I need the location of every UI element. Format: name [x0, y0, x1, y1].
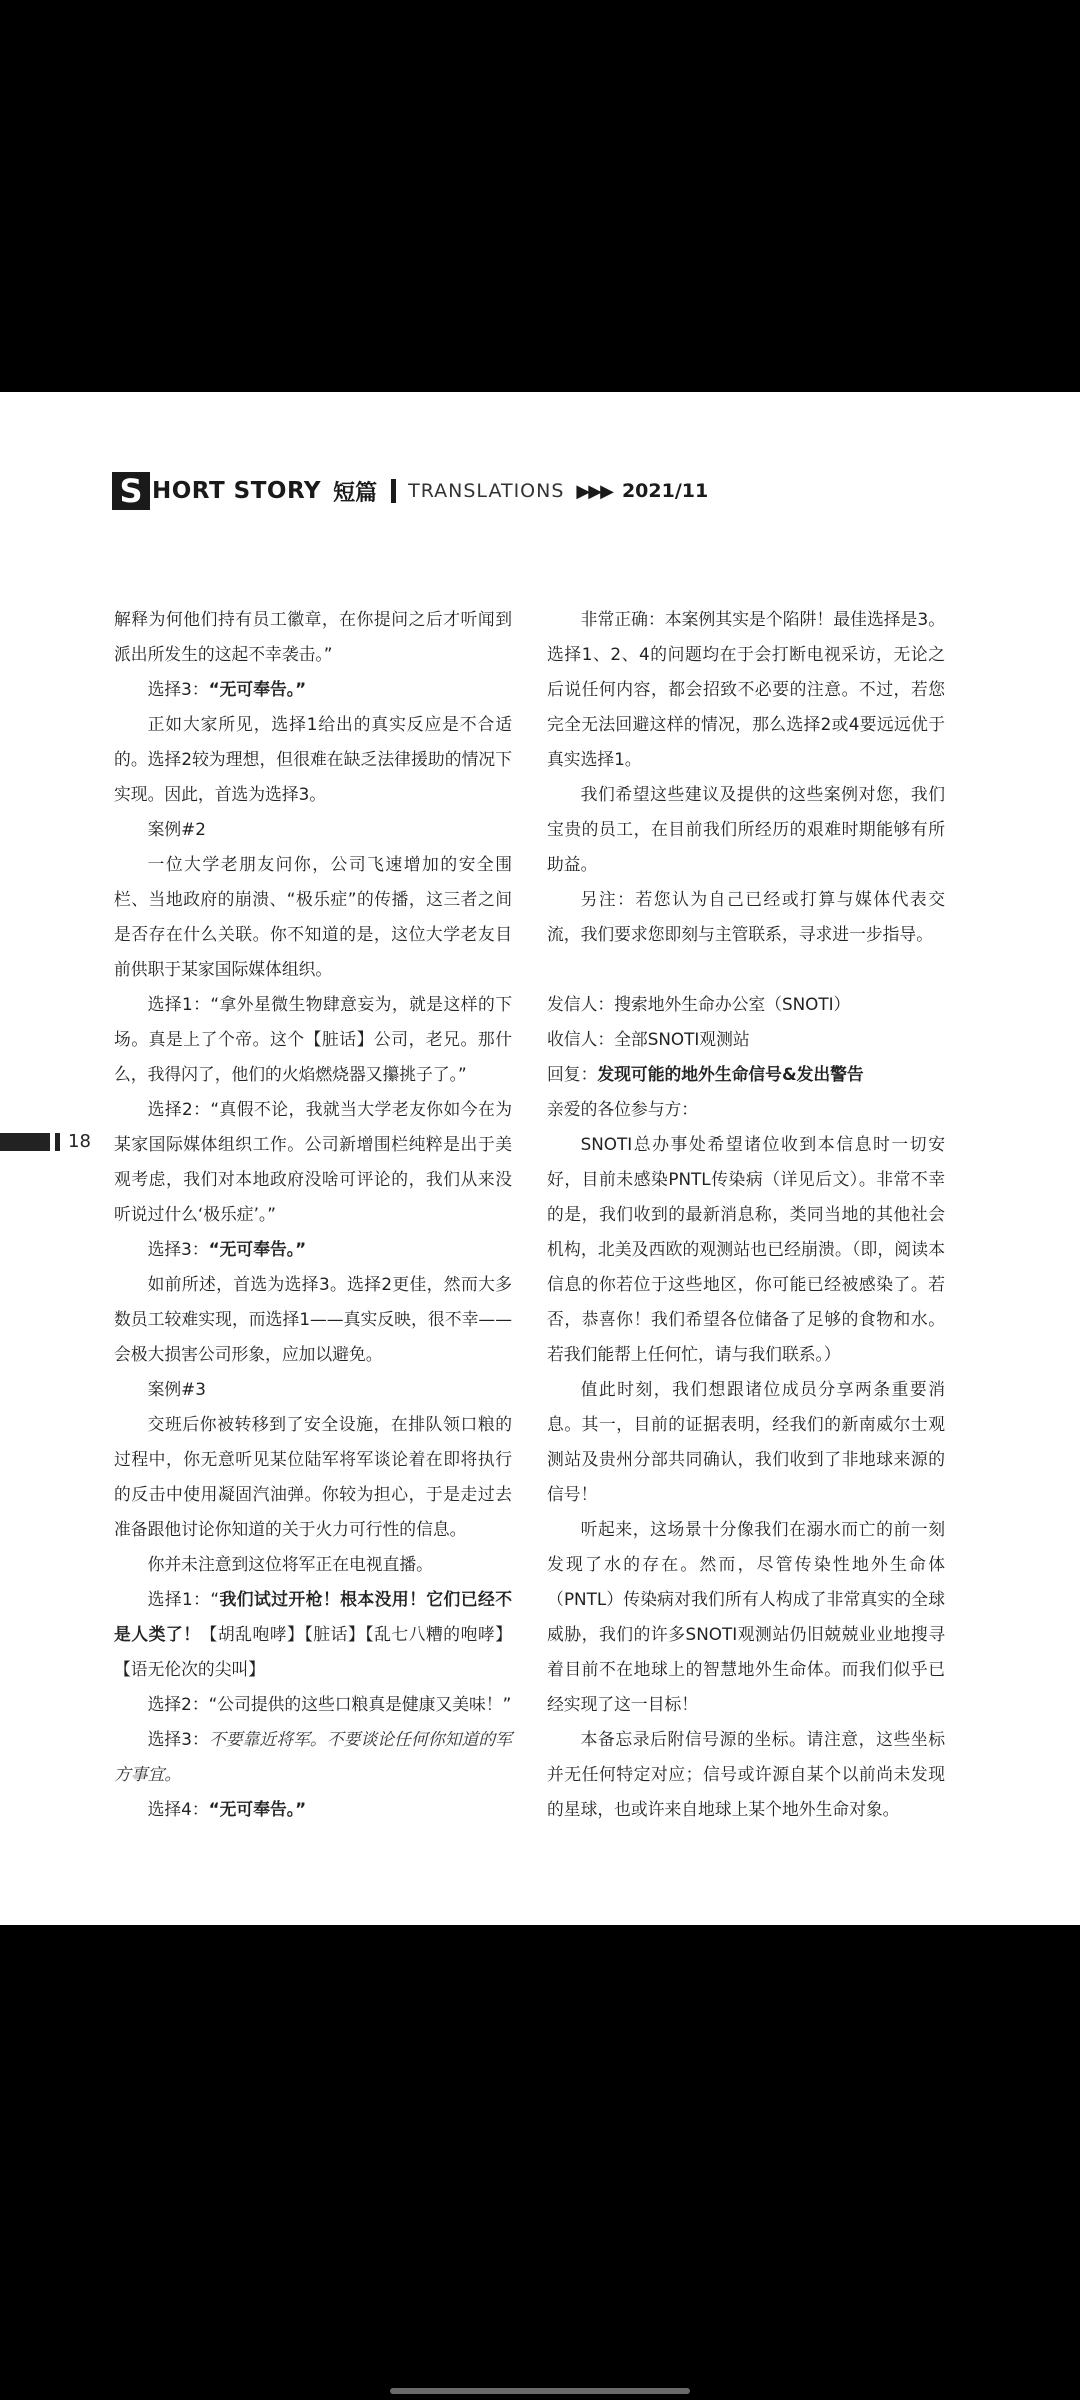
page-marker-bar [0, 1133, 50, 1151]
paragraph: 交班后你被转移到了安全设施，在排队领口粮的过程中，你无意听见某位陆军将军谈论着在即将执行的反击中使用凝固汽油弹。你较为担心，于是走过去准备跟他讨论你知道的关于火力可行性的信息。 [114, 1414, 512, 1539]
paragraph: 你并未注意到这位将军正在电视直播。 [147, 1554, 433, 1574]
paragraph: SNOTI总办事处希望诸位收到本信息时一切安好，目前未感染PNTL传染病（详见后文）。非常不幸的是，我们收到的最新消息称，类同当地的其他社会机构，北美及西欧的观测站也已经崩溃。（即，阅读本信息的你若位于这些地区，你可能已经被感染了。若否，恭喜你！我们希望各位储备了足够的食物和水。若我们能帮上任何忙，请与我们联系。） [547, 1134, 945, 1364]
section-chinese-title: 短篇 [333, 480, 378, 506]
page-marker-tick [55, 1133, 60, 1151]
home-indicator[interactable] [390, 2388, 690, 2394]
short-story-logo-s: S [112, 472, 150, 510]
magazine-header [112, 470, 708, 512]
page-number-marker [0, 1131, 91, 1152]
header-divider [391, 479, 396, 503]
option-line: 选择1：“拿外星微生物肆意妄为，就是这样的下场。真是上了个帝。这个【脏话】公司，老兄。那什么，我得闪了，他们的火焰燃烧器又攥挑子了。” [114, 994, 512, 1084]
paragraph: 我们希望这些建议及提供的这些案例对您，我们宝贵的员工，在目前我们所经历的艰难时期能够有所助益。 [547, 784, 945, 874]
option-line: 选择3：“无可奉告。” [147, 1239, 307, 1259]
paragraph: 非常正确：本案例其实是个陷阱！最佳选择是3。选择1、2、4的问题均在于会打断电视采访，无论之后说任何内容，都会招致不必要的注意。不过，若您完全无法回避这样的情况，那么选择2或4要远远优于真实选择1。 [547, 609, 945, 769]
paragraph: 正如大家所见，选择1给出的真实反应是不合适的。选择2较为理想，但很难在缺乏法律援助的情况下实现。因此，首选为选择3。 [114, 714, 512, 804]
right-column [547, 602, 945, 1827]
case-heading: 案例#3 [147, 1379, 206, 1399]
memo-to: 收信人：全部SNOTI观测站 [547, 1029, 750, 1049]
left-column [114, 602, 512, 1827]
option-line: 选择1：“我们试过开枪！根本没用！它们已经不是人类了！【胡乱咆哮】【脏话】【乱七八糟的咆哮】【语无伦次的尖叫】 [114, 1589, 512, 1679]
translations-label: TRANSLATIONS [408, 480, 565, 502]
paragraph: 本备忘录后附信号源的坐标。请注意，这些坐标并无任何特定对应；信号或许源自某个以前尚未发现的星球，也或许来自地球上某个地外生命对象。 [547, 1729, 945, 1819]
option-line: 选择2：“公司提供的这些口粮真是健康又美味！” [147, 1694, 512, 1714]
option-line: 选择3：“无可奉告。” [147, 679, 307, 699]
paragraph: 另注：若您认为自己已经或打算与媒体代表交流，我们要求您即刻与主管联系，寻求进一步指导。 [547, 889, 945, 944]
case-heading: 案例#2 [147, 819, 206, 839]
memo-subject: 回复：发现可能的地外生命信号&发出警告 [547, 1064, 864, 1084]
paragraph: 如前所述，首选为选择3。选择2更佳，然而大多数员工较难实现，而选择1——真实反映，很不幸——会极大损害公司形象，应加以避免。 [114, 1274, 512, 1364]
spacer [547, 952, 945, 987]
page-number: 18 [68, 1131, 91, 1152]
paragraph: 值此时刻，我们想跟诸位成员分享两条重要消息。其一，目前的证据表明，经我们的新南威尔士观测站及贵州分部共同确认，我们收到了非地球来源的信号！ [547, 1379, 945, 1504]
issue-date: 2021/11 [621, 480, 709, 502]
paragraph: 解释为何他们持有员工徽章，在你提问之后才听闻到派出所发生的这起不幸袭击。” [114, 609, 512, 664]
short-story-title: HORT STORY [152, 478, 322, 504]
memo-greeting: 亲爱的各位参与方： [547, 1099, 699, 1119]
paragraph: 听起来，这场景十分像我们在溺水而亡的前一刻发现了水的存在。然而，尽管传染性地外生命体（PNTL）传染病对我们所有人构成了非常真实的全球威胁，我们的许多SNOTI观测站仍旧兢兢业业地搜寻着目前不在地球上的智慧地外生命体。而我们似乎已经实现了这一目标！ [547, 1519, 945, 1714]
option-line: 选择4：“无可奉告。” [147, 1799, 307, 1819]
memo-from: 发信人：搜索地外生命办公室（SNOTI） [547, 994, 851, 1014]
option-line: 选择3：不要靠近将军。不要谈论任何你知道的军方事宜。 [114, 1729, 512, 1784]
paragraph: 一位大学老朋友问你，公司飞速增加的安全围栏、当地政府的崩溃、“极乐症”的传播，这三者之间是否存在什么关联。你不知道的是，这位大学老友目前供职于某家国际媒体组织。 [114, 854, 512, 979]
triple-arrow-icon: ▶▶▶ [576, 480, 612, 502]
option-line: 选择2：“真假不论，我就当大学老友你如今在为某家国际媒体组织工作。公司新增围栏纯粹是出于美观考虑，我们对本地政府没啥可评论的，我们从来没听说过什么‘极乐症’。” [114, 1099, 512, 1224]
